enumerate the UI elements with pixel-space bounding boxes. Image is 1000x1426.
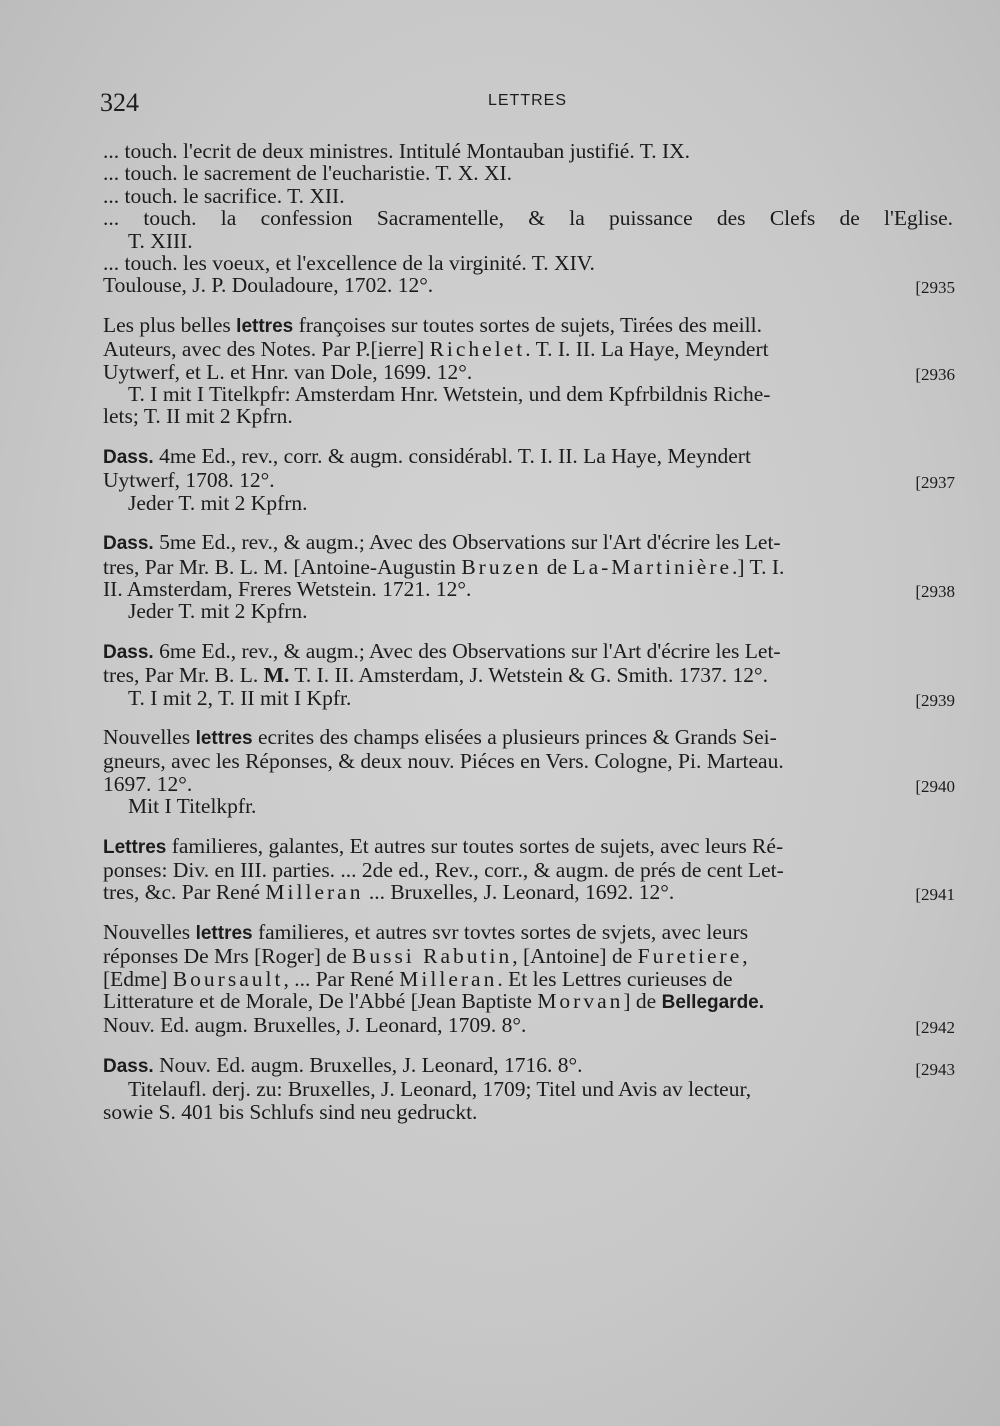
text-segment: Les plus belles [103, 312, 231, 337]
text-segment: réponses De Mrs [Roger] de [103, 944, 347, 969]
text-segment: tres, &c. Par René [103, 880, 261, 905]
text-line [103, 726, 953, 750]
catalogue-number: [2941 [915, 885, 955, 905]
text-segment: familieres, galantes, Et autres sur toutes sortes de sujets, avec leurs Ré- [171, 833, 784, 858]
text-segment: , ... Par René [283, 966, 394, 991]
text-segment: 5me Ed., rev., & augm.; Avec des Observations sur l'Art d'écrire les Let- [159, 530, 781, 555]
keyword: Dass. [103, 641, 154, 663]
text-segment: Nouvelles [103, 724, 191, 749]
text-segment: Nouv. Ed. augm. Bruxelles, J. Leonard, 1716. 8°. [159, 1052, 583, 1077]
text-line: T. I mit I Titelkpfr: Amsterdam Hnr. Wetstein, und dem Kpfrbildnis Riche- [128, 382, 771, 407]
catalogue-number: [2940 [915, 776, 955, 796]
catalogue-text [103, 140, 953, 1140]
keyword: Dass. [103, 446, 154, 468]
text-segment: ... Bruxelles, J. Leonard, 1692. 12°. [368, 880, 675, 905]
imprint: Toulouse, J. P. Douladoure, 1702. 12°. [103, 273, 434, 298]
text-segment: de [546, 554, 568, 579]
text-segment: 4me Ed., rev., corr. & augm. considérabl. T. I. II. La Haye, Meyndert [159, 443, 751, 468]
text-segment: T. I mit 2, T. II mit I Kpfr. [128, 685, 352, 710]
keyword: Dass. [103, 533, 154, 555]
imprint: Nouv. Ed. augm. Bruxelles, J. Leonard, 1709. 8°. [103, 1013, 527, 1038]
catalogue-number: [2938 [915, 581, 955, 601]
author-name: Richelet [429, 337, 526, 362]
text-line: ... touch. la confession Sacramentelle, & la puissance des Clefs de l'Eglise. [103, 206, 953, 231]
catalogue-entry-2935 [103, 140, 953, 297]
text-line [103, 968, 953, 990]
imprint: 1697. 12°. [103, 771, 193, 796]
text-line [103, 921, 953, 945]
author-initial: M. [263, 663, 290, 688]
imprint: Uytwerf, et L. et Hnr. van Dole, 1699. 12°. [103, 359, 473, 384]
catalogue-number: [2936 [915, 364, 955, 384]
text-segment: .] T. I. [732, 554, 785, 579]
text-line: ... touch. l'ecrit de deux ministres. Intitulé Montauban justifié. T. IX. [103, 139, 691, 163]
catalogue-entry-2939 [103, 640, 953, 709]
running-title: LETTRES [487, 92, 567, 109]
text-line: ponses: Div. en III. parties. ... 2de ed., Rev., corr., & augm. de prés de cent Let- [103, 857, 784, 882]
text-line [103, 531, 953, 555]
imprint: Uytwerf, 1708. 12°. [103, 468, 275, 493]
text-segment: , [742, 944, 748, 969]
author-name: Morvan [537, 989, 624, 1013]
catalogue-entry-2943 [103, 1054, 953, 1123]
keyword: lettres [236, 315, 294, 337]
text-line [103, 1054, 953, 1078]
text-line [103, 990, 953, 1014]
catalogue-entry-2937 [103, 445, 953, 514]
text-line: Mit I Titelkpfr. [128, 794, 257, 819]
imprint: II. Amsterdam, Freres Wetstein. 1721. 12°. [103, 576, 472, 601]
text-line [103, 314, 953, 338]
text-segment: Nouvelles [103, 919, 191, 944]
page-number: 324 [100, 88, 139, 117]
author-name: Bussi Rabutin [351, 944, 513, 969]
text-line: Jeder T. mit 2 Kpfrn. [128, 599, 308, 624]
text-line [103, 773, 953, 795]
catalogue-entry-2940 [103, 726, 953, 818]
text-line [103, 338, 953, 360]
text-line: T. XIII. [128, 228, 193, 253]
keyword: Lettres [103, 836, 167, 858]
text-line [103, 835, 953, 859]
text-line [103, 556, 953, 578]
catalogue-number: [2943 [915, 1059, 955, 1079]
text-segment: tres, Par Mr. B. L. M. [Antoine-Augustin [103, 554, 456, 579]
author-name: Milleran [265, 880, 364, 905]
text-line [103, 945, 953, 967]
catalogue-number: [2939 [915, 690, 955, 710]
keyword: lettres [195, 727, 253, 749]
text-segment: 6me Ed., rev., & augm.; Avec des Observations sur l'Art d'écrire les Let- [159, 638, 781, 663]
keyword: Bellegarde. [661, 992, 765, 1013]
text-line [103, 1014, 953, 1036]
catalogue-entry-2936 [103, 314, 953, 428]
author-name: La-Martinière [572, 554, 733, 579]
text-line: ... touch. les voeux, et l'excellence de la virginité. T. XIV. [103, 251, 595, 276]
catalogue-number: [2942 [915, 1018, 955, 1038]
text-segment: tres, Par Mr. B. L. [103, 663, 259, 688]
text-line [103, 640, 953, 664]
catalogue-entry-2941 [103, 835, 953, 904]
text-segment: Auteurs, avec des Notes. Par P.[ierre] [103, 337, 425, 362]
text-line [103, 361, 953, 383]
text-line [103, 469, 953, 491]
text-line [103, 687, 953, 709]
text-line: gneurs, avec les Réponses, & deux nouv. Piéces en Vers. Cologne, Pi. Marteau. [103, 749, 784, 774]
author-name: Milleran [399, 966, 498, 991]
text-segment: familieres, et autres svr tovtes sortes de svjets, avec leurs [257, 919, 749, 944]
text-line [103, 881, 953, 903]
text-segment: ecrites des champs elisées a plusieurs princes & Grands Sei- [257, 724, 777, 749]
text-line: Jeder T. mit 2 Kpfrn. [128, 490, 308, 515]
catalogue-number: [2937 [915, 473, 955, 493]
text-segment: [Edme] [103, 966, 168, 991]
text-segment: . T. I. II. La Haye, Meyndert [525, 337, 769, 362]
text-line [103, 274, 953, 296]
keyword: Dass. [103, 1055, 154, 1077]
text-segment: T. I. II. Amsterdam, J. Wetstein & G. Smith. 1737. 12°. [294, 663, 768, 688]
text-line [103, 664, 953, 686]
author-name: Furetiere [637, 944, 743, 969]
text-line [103, 578, 953, 600]
catalogue-entry-2938 [103, 531, 953, 623]
author-name: Bruzen [461, 554, 542, 579]
text-line: ... touch. le sacrifice. T. XII. [103, 183, 345, 208]
page-header [100, 88, 955, 118]
text-line [103, 445, 953, 469]
text-segment: . Et les Lettres curieuses de [497, 966, 733, 991]
text-line: lets; T. II mit 2 Kpfrn. [103, 404, 293, 429]
text-segment: françoises sur toutes sortes de sujets, Tirées des meill. [298, 312, 762, 337]
text-line: ... touch. le sacrement de l'eucharistie. T. X. XI. [103, 161, 513, 186]
author-name: Boursault [172, 966, 284, 991]
text-line: sowie S. 401 bis Schlufs sind neu gedruckt. [103, 1099, 478, 1124]
text-line: Titelaufl. derj. zu: Bruxelles, J. Leonard, 1709; Titel und Avis av lecteur, [128, 1077, 752, 1102]
text-segment: Litterature et de Morale, De l'Abbé [Jean Baptiste [103, 989, 532, 1013]
catalogue-number: [2935 [915, 278, 955, 298]
keyword: lettres [195, 922, 253, 944]
text-segment: , [Antoine] de [512, 944, 633, 969]
catalogue-entry-2942 [103, 921, 953, 1037]
text-segment: ] de [623, 989, 657, 1013]
